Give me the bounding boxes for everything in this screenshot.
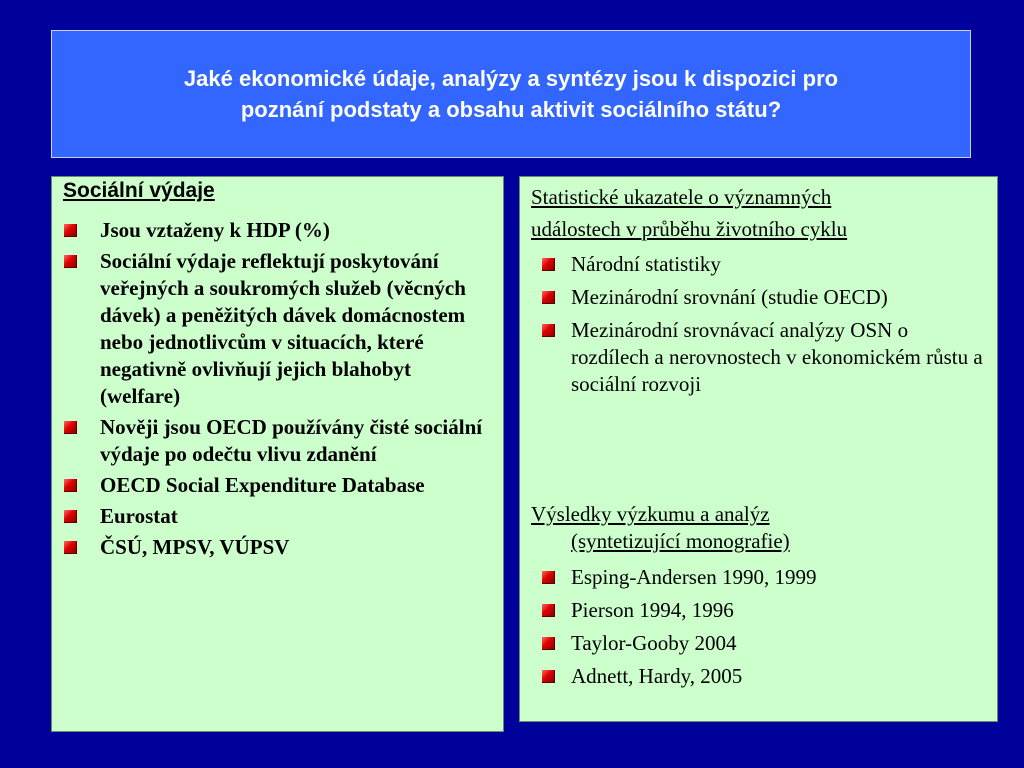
list-item xyxy=(60,534,490,561)
list-item-text: ČSÚ, MPSV, VÚPSV xyxy=(100,535,290,559)
list-item-text: Esping-Andersen 1990, 1999 xyxy=(571,565,817,589)
list-item-text: Národní statistiky xyxy=(571,252,721,276)
red-square-bullet-icon xyxy=(542,670,555,683)
list-item-text: Adnett, Hardy, 2005 xyxy=(571,664,743,688)
red-square-bullet-icon xyxy=(64,421,77,434)
list-item-text: OECD Social Expenditure Database xyxy=(100,473,425,497)
right-heading-research xyxy=(531,501,790,555)
statistics-list xyxy=(531,251,991,404)
list-item xyxy=(531,284,991,311)
list-item xyxy=(531,597,991,624)
list-item xyxy=(531,564,991,591)
list-item-text: Mezinárodní srovnání (studie OECD) xyxy=(571,285,888,309)
list-item xyxy=(531,251,991,278)
right-heading-statistics xyxy=(531,181,847,245)
research-heading-line-2: (syntetizující monografie) xyxy=(571,529,790,553)
list-item-text: Eurostat xyxy=(100,504,178,528)
list-item xyxy=(60,472,490,499)
right-panel xyxy=(519,176,998,722)
list-item xyxy=(531,663,991,690)
red-square-bullet-icon xyxy=(542,571,555,584)
red-square-bullet-icon xyxy=(64,255,77,268)
red-square-bullet-icon xyxy=(64,479,77,492)
list-item-text: Taylor-Gooby 2004 xyxy=(571,631,737,655)
red-square-bullet-icon xyxy=(64,224,77,237)
red-square-bullet-icon xyxy=(542,604,555,617)
list-item-text: Mezinárodní srovnávací analýzy OSN o rozdílech a nerovnostech v ekonomickém růstu a sociální rozvoji xyxy=(571,318,983,396)
red-square-bullet-icon xyxy=(542,637,555,650)
right-heading-line-1: Statistické ukazatele o významných xyxy=(531,185,832,209)
right-heading-line-2: událostech v průběhu životního cyklu xyxy=(531,217,848,241)
red-square-bullet-icon xyxy=(542,324,555,337)
slide-title xyxy=(164,63,858,125)
list-item-text: Nověji jsou OECD používány čisté sociální výdaje po odečtu vlivu zdanění xyxy=(100,415,483,466)
title-box xyxy=(51,30,971,158)
list-item xyxy=(531,630,991,657)
list-item xyxy=(60,503,490,530)
research-list xyxy=(531,564,991,696)
list-item xyxy=(60,248,490,410)
title-line-1: Jaké ekonomické údaje, analýzy a syntézy jsou k dispozici pro xyxy=(183,66,839,91)
left-panel xyxy=(51,176,504,732)
list-item-text: Pierson 1994, 1996 xyxy=(571,598,734,622)
red-square-bullet-icon xyxy=(64,541,77,554)
research-heading-line-1: Výsledky výzkumu a analýz xyxy=(531,502,770,526)
list-item xyxy=(531,317,991,398)
left-heading: Sociální výdaje xyxy=(63,179,215,202)
red-square-bullet-icon xyxy=(542,291,555,304)
list-item-text: Jsou vztaženy k HDP (%) xyxy=(100,218,330,242)
red-square-bullet-icon xyxy=(64,510,77,523)
red-square-bullet-icon xyxy=(542,258,555,271)
list-item-text: Sociální výdaje reflektují poskytování veřejných a soukromých služeb (věcných dávek) a peněžitých dávek domácnostem nebo jednotlivcům v situacích, které negativně ovlivňují jejich blahobyt (welfare) xyxy=(100,249,466,408)
list-item xyxy=(60,217,490,244)
list-item xyxy=(60,414,490,468)
left-bullet-list xyxy=(60,217,490,565)
title-line-2: poznání podstaty a obsahu aktivit sociálního státu? xyxy=(240,97,782,122)
